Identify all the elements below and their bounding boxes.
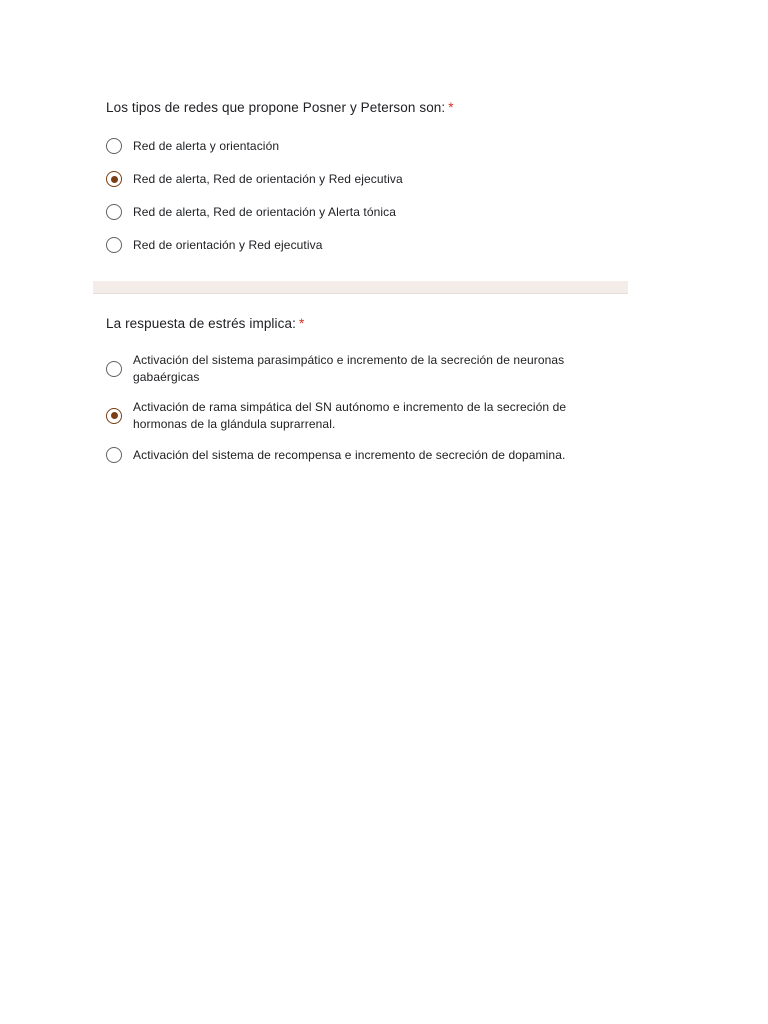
option-label: Red de alerta, Red de orientación y Alerta tónica <box>133 205 397 219</box>
option-simpatica-suprarrenal[interactable] <box>106 399 606 432</box>
option-label: Red de alerta y orientación <box>133 139 280 153</box>
option-label: Activación de rama simpática del SN autónomo e incremento de la secreción de hormonas de la glándula suprarrenal. <box>133 400 567 431</box>
question-separator <box>93 281 628 294</box>
radio-button[interactable] <box>106 361 122 377</box>
radio-dot <box>111 176 118 183</box>
option-red-alerta-orientacion-ejecutiva[interactable] <box>106 171 606 188</box>
question-title-text: La respuesta de estrés implica: <box>106 316 296 331</box>
required-asterisk: * <box>298 316 305 331</box>
radio-button[interactable] <box>106 204 122 220</box>
option-red-alerta-orientacion[interactable] <box>106 138 606 155</box>
radio-button[interactable] <box>106 237 122 253</box>
question-title <box>106 100 454 115</box>
radio-dot <box>111 412 118 419</box>
option-red-orientacion-ejecutiva[interactable] <box>106 237 606 254</box>
required-asterisk: * <box>448 100 454 115</box>
option-red-alerta-orientacion-tonica[interactable] <box>106 204 606 221</box>
option-label: Red de alerta, Red de orientación y Red ejecutiva <box>133 172 403 186</box>
radio-button-selected[interactable] <box>106 171 122 187</box>
radio-button-selected[interactable] <box>106 408 122 424</box>
radio-button[interactable] <box>106 447 122 463</box>
question-title-text: Los tipos de redes que propone Posner y Peterson son: <box>106 100 446 115</box>
question-title <box>106 316 304 331</box>
option-label: Activación del sistema de recompensa e incremento de secreción de dopamina. <box>133 448 566 462</box>
option-recompensa-dopamina[interactable] <box>106 447 606 464</box>
option-label: Activación del sistema parasimpático e incremento de la secreción de neuronas gabaérgicas <box>133 353 565 384</box>
option-parasimpatico-gabaergicas[interactable] <box>106 352 606 385</box>
option-label: Red de orientación y Red ejecutiva <box>133 238 323 252</box>
radio-button[interactable] <box>106 138 122 154</box>
